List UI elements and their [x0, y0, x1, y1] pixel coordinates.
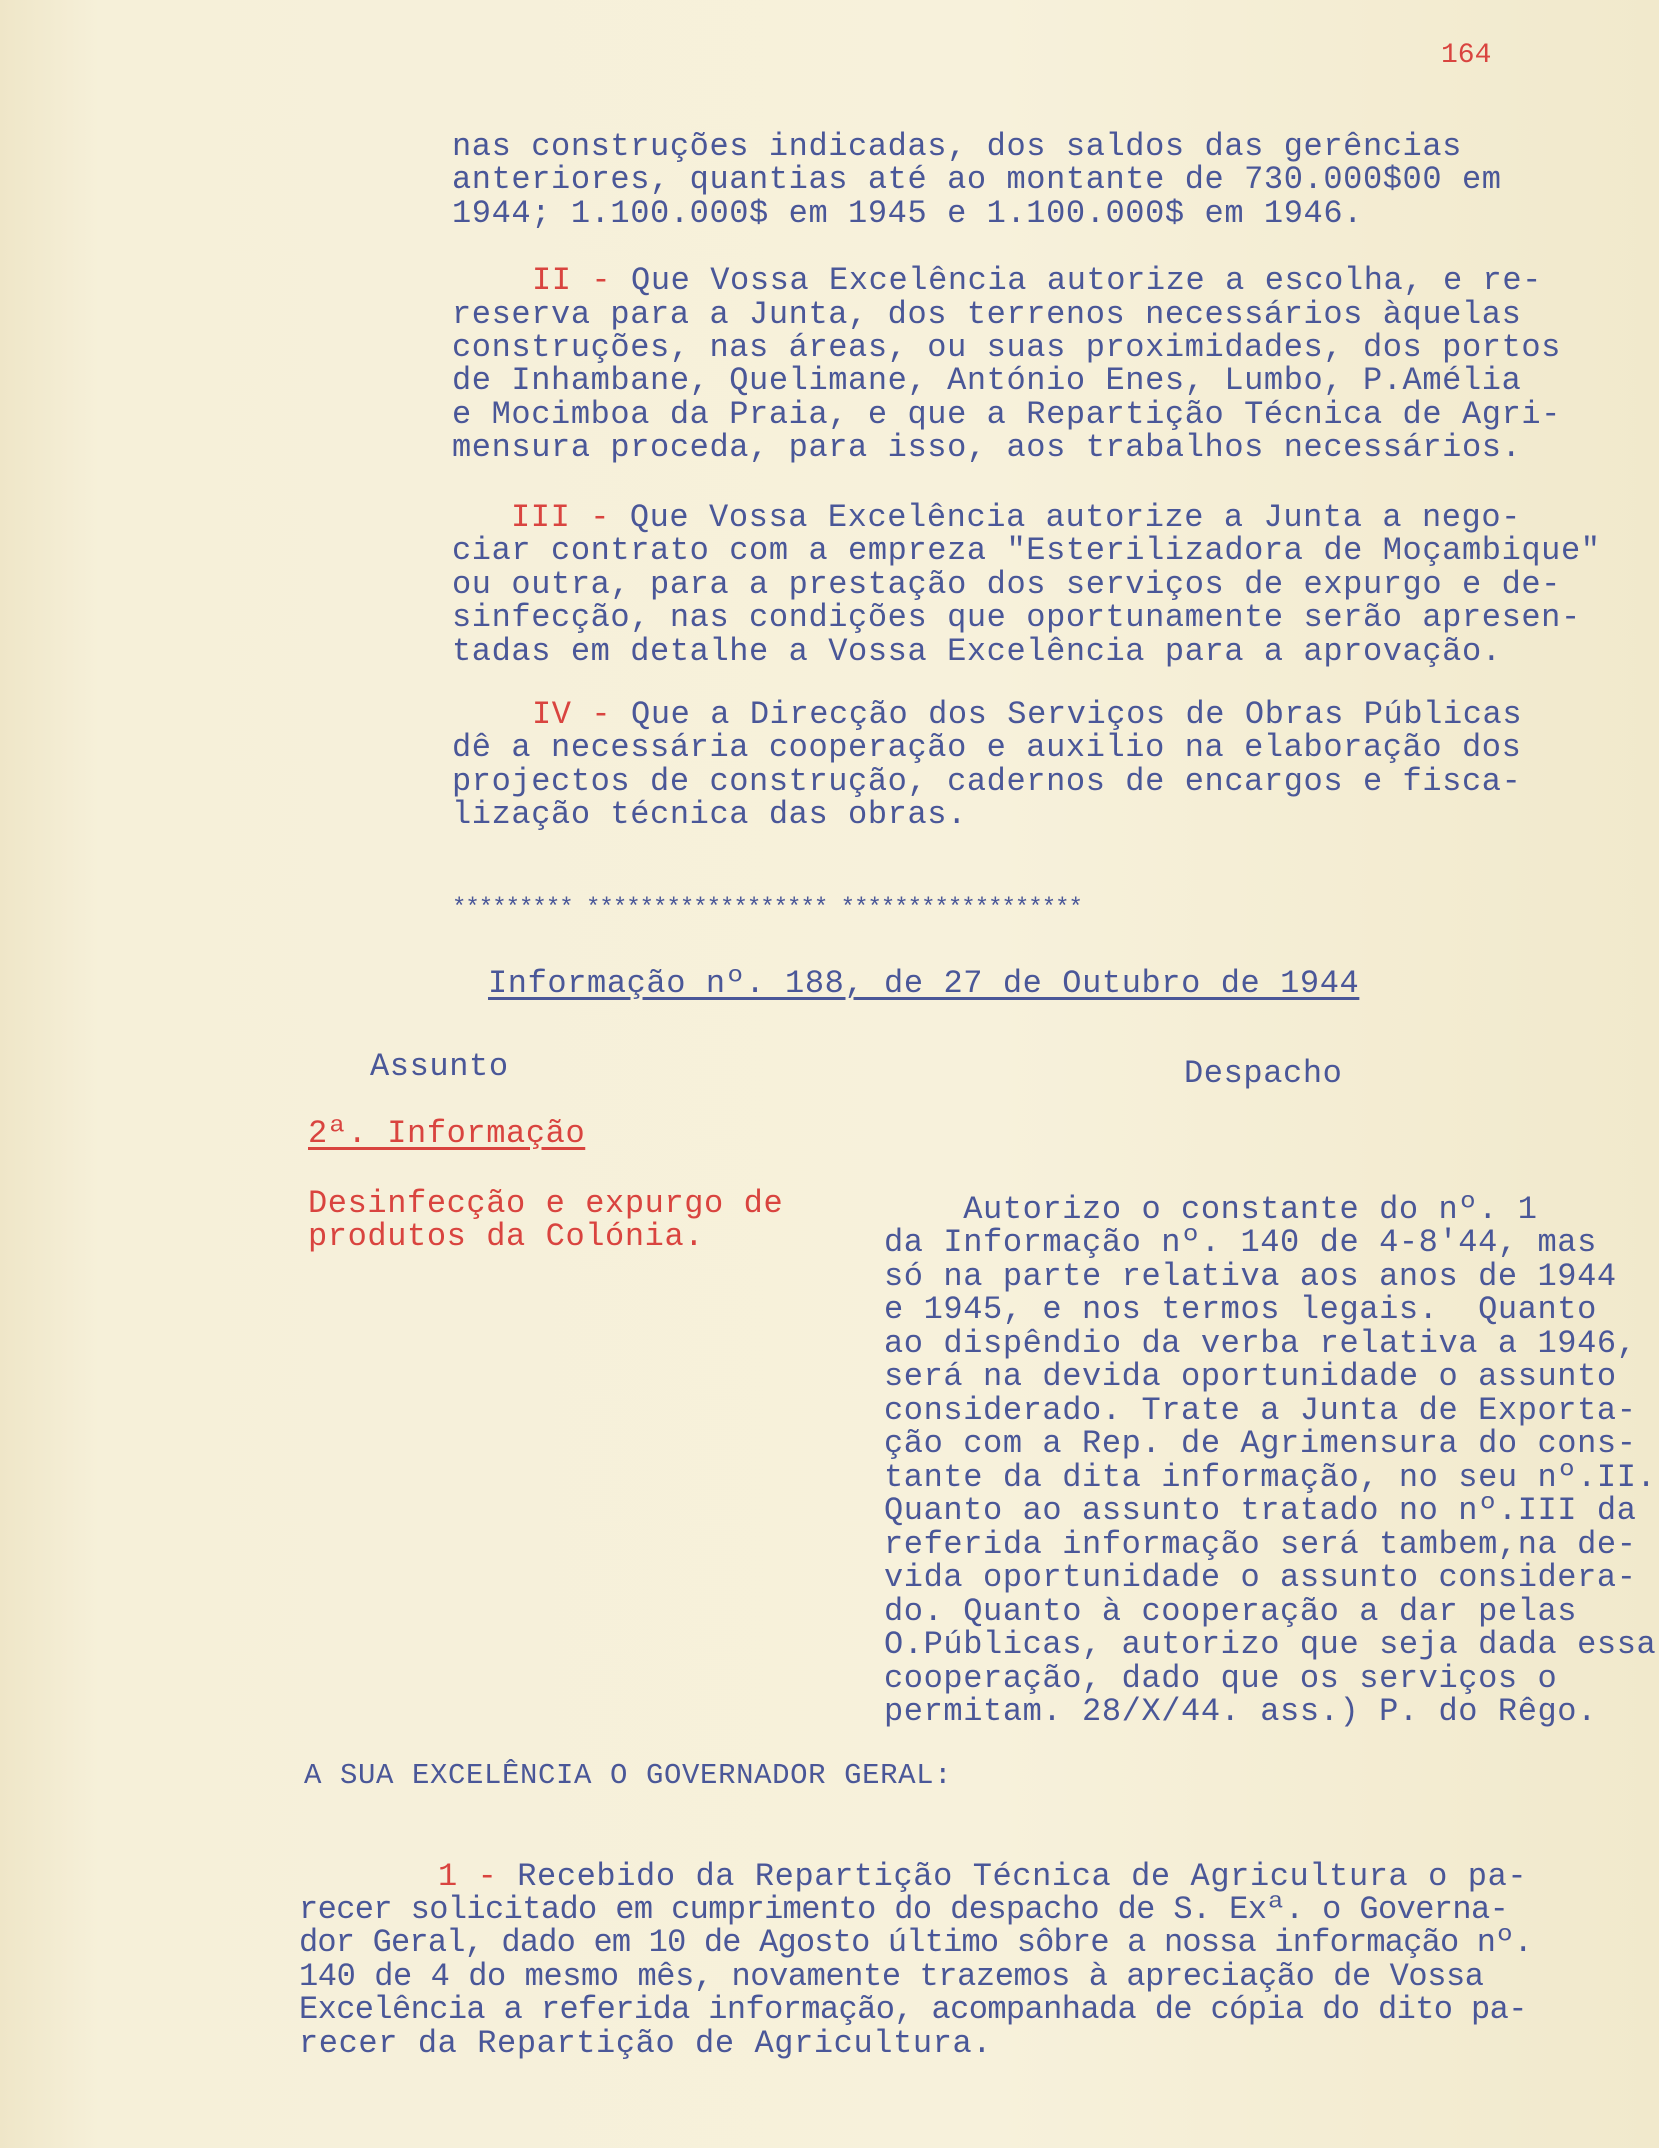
addressee-heading: A SUA EXCELÊNCIA O GOVERNADOR GERAL:	[304, 1759, 953, 1792]
text-line: dor Geral, dado em 10 de Agosto último sôbre a nossa informação nº.	[299, 1924, 1533, 1961]
separator-line: ********* ****************** ******************	[452, 895, 1082, 922]
text-line: 1944; 1.100.000$ em 1945 e 1.100.000$ em 1946.	[452, 195, 1363, 232]
item-label: III -	[511, 499, 611, 536]
text-line: Excelência a referida informação, acompanhada de cópia do dito pa-	[299, 1991, 1527, 2028]
text-line: Quanto ao assunto tratado no nº.III da	[884, 1492, 1637, 1529]
text-line: 140 de 4 do mesmo mês, novamente trazemos à apreciação de Vossa	[299, 1958, 1484, 1995]
text-span: Que Vossa Excelência autorize a Junta a nego-	[610, 499, 1521, 536]
text-line: referida informação será tambem,na de-	[884, 1526, 1637, 1563]
text-line: só na parte relativa aos anos de 1944	[884, 1258, 1617, 1295]
text-line: construções, nas áreas, ou suas proximidades, dos portos	[452, 329, 1561, 366]
text-line: recer da Repartição de Agricultura.	[299, 2025, 993, 2062]
item-label: II -	[532, 262, 612, 299]
text-line: lização técnica das obras.	[452, 796, 967, 833]
text-line: dê a necessária cooperação e auxilio na elaboração dos	[452, 729, 1522, 766]
text-line: ou outra, para a prestação dos serviços de expurgo e de-	[452, 566, 1561, 603]
text-line: e 1945, e nos termos legais. Quanto	[884, 1291, 1597, 1328]
text-line: ciar contrato com a empreza "Esterilizadora de Moçambique"	[452, 532, 1601, 569]
text-line: tadas em detalhe a Vossa Excelência para a aprovação.	[452, 633, 1502, 670]
text-line: sinfecção, nas condições que oportunamente serão apresen-	[452, 599, 1581, 636]
text-line: projectos de construção, cadernos de encargos e fisca-	[452, 763, 1522, 800]
text-span: Que a Direcção dos Serviços de Obras Públicas	[611, 696, 1523, 733]
text-line: O.Públicas, autorizo que seja dada essa	[884, 1626, 1657, 1663]
text-line: mensura proceda, para isso, aos trabalhos necessários.	[452, 429, 1522, 466]
item-label: IV -	[532, 696, 612, 733]
text-line: permitam. 28/X/44. ass.) P. do Rêgo.	[884, 1693, 1597, 1730]
text-line: de Inhambane, Quelimane, António Enes, Lumbo, P.Amélia	[452, 362, 1522, 399]
text-line: recer solicitado em cumprimento do despacho de S. Exª. o Governa-	[299, 1891, 1509, 1928]
text-line: produtos da Colónia.	[308, 1218, 705, 1255]
text-line: ção com a Rep. de Agrimensura do cons-	[884, 1425, 1637, 1462]
assunto-heading: 2ª. Informação	[308, 1115, 586, 1152]
text-line: anteriores, quantias até ao montante de 730.000$00 em	[452, 161, 1502, 198]
despacho-header: Despacho	[1184, 1055, 1343, 1092]
text-line: será na devida oportunidade o assunto	[884, 1358, 1617, 1395]
text-line: ao dispêndio da verba relativa a 1946,	[884, 1325, 1637, 1362]
text-span: Que Vossa Excelência autorize a escolha, e re-	[611, 262, 1542, 299]
text-line: cooperação, dado que os serviços o	[884, 1660, 1558, 1697]
text-line	[438, 1860, 1527, 1894]
text-line: nas construções indicadas, dos saldos das gerências	[452, 128, 1462, 165]
text-line	[511, 501, 1521, 535]
information-title: Informação nº. 188, de 27 de Outubro de 1944	[488, 965, 1360, 1002]
text-line: Desinfecção e expurgo de	[308, 1185, 784, 1222]
text-line: da Informação nº. 140 de 4-8'44, mas	[884, 1224, 1597, 1261]
item-label: 1 -	[438, 1858, 498, 1895]
text-line: tante da dita informação, no seu nº.II.	[884, 1459, 1657, 1496]
text-line	[532, 264, 1542, 298]
text-span: Recebido da Repartição Técnica de Agricultura o pa-	[497, 1858, 1528, 1895]
text-line: e Mocimboa da Praia, e que a Repartição Técnica de Agri-	[452, 396, 1561, 433]
text-line: Autorizo o constante do nº. 1	[884, 1191, 1538, 1228]
text-line: do. Quanto à cooperação a dar pelas	[884, 1593, 1578, 1630]
text-line	[532, 698, 1522, 732]
page-number: 164	[1441, 40, 1492, 71]
text-line: considerado. Trate a Junta de Exporta-	[884, 1392, 1637, 1429]
text-line: reserva para a Junta, dos terrenos necessários àquelas	[452, 296, 1522, 333]
assunto-header: Assunto	[370, 1048, 509, 1085]
text-line: vida oportunidade o assunto considera-	[884, 1559, 1637, 1596]
